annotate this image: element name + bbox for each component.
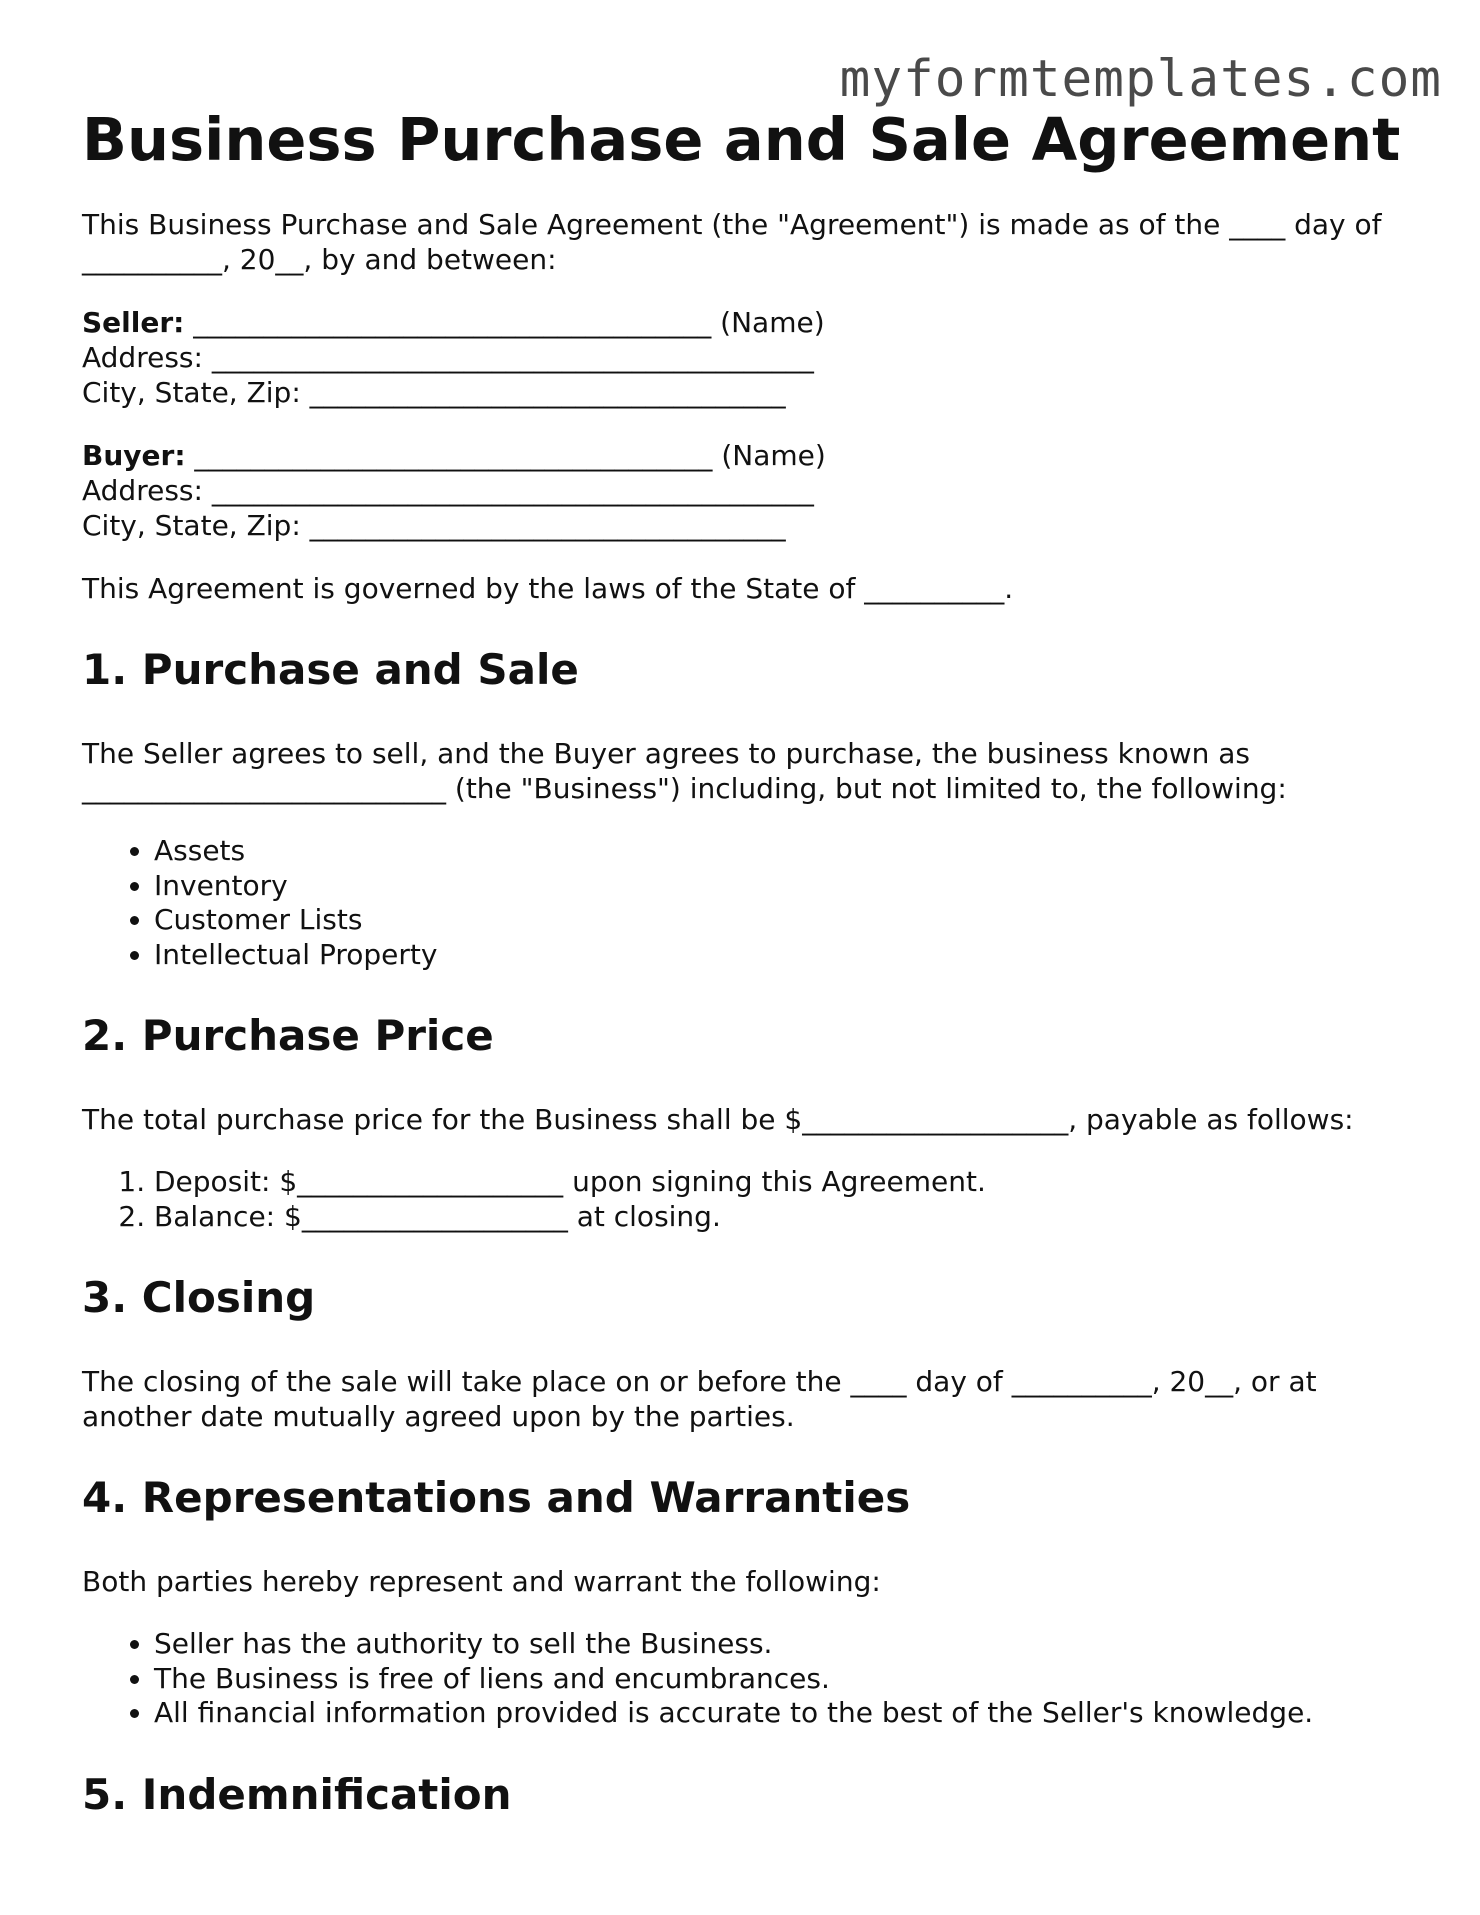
buyer-name-line — [82, 438, 1412, 473]
list-item: • All financial information provided is accurate to the best of the Seller's knowledge. — [154, 1696, 1412, 1731]
document-title: Business Purchase and Sale Agreement — [82, 105, 1401, 174]
section-body-closing: The closing of the sale will take place on or before the ____ day of __________, 20__, or at another date mutually agreed upon by the parties. — [82, 1365, 1317, 1433]
section-body-purchase-price: The total purchase price for the Business shall be $___________________, payable as follows: — [82, 1103, 1354, 1136]
section-heading-purchase-price: 2. Purchase Price — [82, 1011, 494, 1060]
list-item: 2. Balance: $___________________ at closing. — [154, 1200, 1412, 1235]
warranties-list — [82, 1627, 1412, 1731]
buyer-city-line: City, State, Zip: __________________________________ — [82, 509, 786, 542]
seller-city-line: City, State, Zip: __________________________________ — [82, 376, 786, 409]
section-body-representations: Both parties hereby represent and warrant the following: — [82, 1565, 881, 1598]
list-item: • Intellectual Property — [154, 938, 1412, 973]
list-item: • Inventory — [154, 869, 1412, 904]
seller-name-blank: _____________________________________ (Name) — [184, 306, 825, 339]
list-item: • Assets — [154, 834, 1412, 869]
document-page — [82, 100, 1412, 1823]
intro-paragraph: This Business Purchase and Sale Agreement (the "Agreement") is made as of the ____ day of __________, 20__, by and between: — [82, 208, 1382, 276]
included-items-list — [82, 834, 1412, 972]
seller-address-line: Address: ___________________________________________ — [82, 341, 814, 374]
list-item: 1. Deposit: $___________________ upon signing this Agreement. — [154, 1165, 1412, 1200]
seller-name-line — [82, 305, 1412, 340]
section-heading-indemnification: 5. Indemnification — [82, 1769, 512, 1819]
governing-law: This Agreement is governed by the laws of the State of __________. — [82, 572, 1014, 605]
buyer-label: Buyer: — [82, 439, 186, 472]
list-item: • Seller has the authority to sell the Business. — [154, 1627, 1412, 1662]
seller-block — [82, 305, 1412, 410]
buyer-block — [82, 438, 1412, 543]
section-body-purchase-and-sale: The Seller agrees to sell, and the Buyer agrees to purchase, the business known as __________________________ (the "Business") including, but not limited to, the following: — [82, 737, 1287, 805]
payment-list — [82, 1165, 1412, 1234]
seller-label: Seller: — [82, 306, 185, 339]
buyer-name-blank: _____________________________________ (Name) — [185, 439, 826, 472]
list-item: • Customer Lists — [154, 903, 1412, 938]
section-heading-closing: 3. Closing — [82, 1273, 316, 1322]
list-item: • The Business is free of liens and encumbrances. — [154, 1662, 1412, 1697]
buyer-address-line: Address: ___________________________________________ — [82, 474, 814, 507]
watermark: myformtemplates.com — [839, 50, 1442, 109]
section-heading-representations: 4. Representations and Warranties — [82, 1473, 911, 1522]
section-heading-purchase-and-sale: 1. Purchase and Sale — [82, 645, 579, 694]
